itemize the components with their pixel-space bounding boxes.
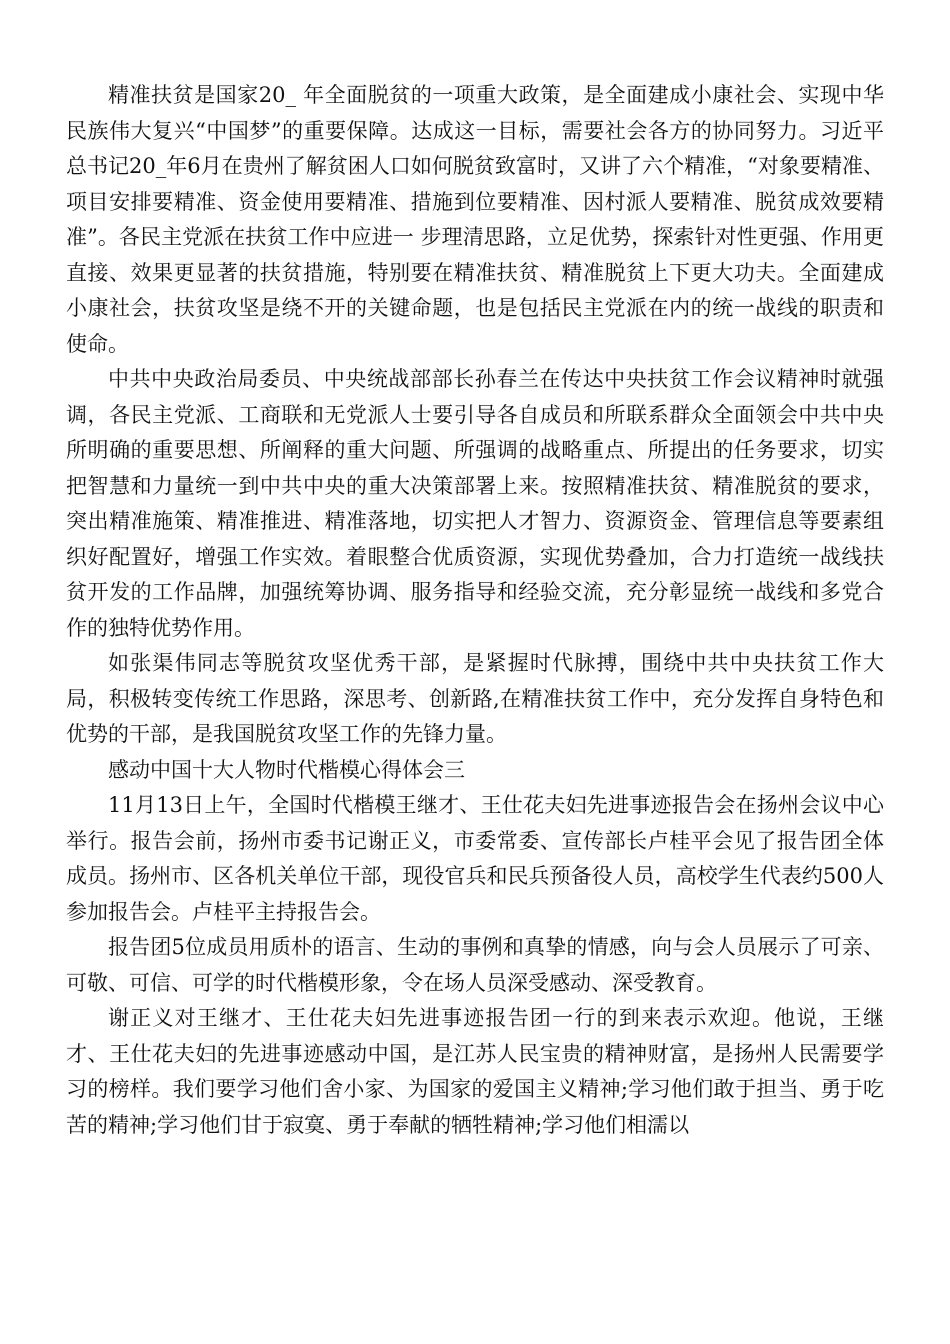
paragraph-poverty-alleviation: 精准扶贫是国家20_ 年全面脱贫的一项重大政策，是全面建成小康社会、实现中华民族伟大复兴“中国梦”的重要保障。达成这一目标，需要社会各方的协同努力。习近平总书记20_年6月在贵州了解贫困人口如何脱贫致富时，又讲了六个精准，“对象要精准、项目安排要精准、资金使用要精准、措施到位要精准、因村派人要精准、脱贫成效要精准”。各民主党派在扶贫工作中应进一 步理清思路，立足优势，探索针对性更强、作用更直接、效果更显著的扶贫措施，特别要在精准扶贫、精准脱贫上下更大功夫。全面建成小康社会，扶贫攻坚是绕不开的关键命题，也是包括民主党派在内的统一战线的职责和使命。 <box>66 83 884 356</box>
paragraph-report-group: 报告团5位成员用质朴的语言、生动的事例和真挚的情感，向与会人员展示了可亲、可敬、可信、可学的时代楷模形象，令在场人员深受感动、深受教育。 <box>66 935 884 995</box>
paragraph-welcome: 谢正义对王继才、王仕花夫妇先进事迹报告团一行的到来表示欢迎。他说，王继才、王仕花夫妇的先进事迹感动中国，是江苏人民宝贵的精神财富，是扬州人民需要学习的榜样。我们要学习他们舍小家、为国家的爱国主义精神;学习他们敢于担当、勇于吃苦的精神;学习他们甘于寂寞、勇于奉献的牺牲精神;学习他们相濡以 <box>66 1006 884 1137</box>
paragraph-cadre: 如张渠伟同志等脱贫攻坚优秀干部，是紧握时代脉搏，围绕中共中央扶贫工作大局，积极转变传统工作思路，深思考、创新路,在精准扶贫工作中，充分发挥自身特色和优势的干部，是我国脱贫攻坚工作的先锋力量。 <box>66 651 884 746</box>
paragraph-report-meeting: 11月13日上午，全国时代楷模王继才、王仕花夫妇先进事迹报告会在扬州会议中心举行。报告会前，扬州市委书记谢正义，市委常委、宣传部长卢桂平会见了报告团全体成员。扬州市、区各机关单位干部，现役官兵和民兵预备役人员，高校学生代表约500人参加报告会。卢桂平主持报告会。 <box>66 793 884 924</box>
document-body <box>66 78 884 1143</box>
paragraph-united-front: 中共中央政治局委员、中央统战部部长孙春兰在传达中央扶贫工作会议精神时就强调，各民主党派、工商联和无党派人士要引导各自成员和所联系群众全面领会中共中央所明确的重要思想、所阐释的重大问题、所强调的战略重点、所提出的任务要求，切实把智慧和力量统一到中共中央的重大决策部署上来。按照精准扶贫、精准脱贫的要求，突出精准施策、精准推进、精准落地，切实把人才智力、资源资金、管理信息等要素组织好配置好，增强工作实效。着眼整合优质资源，实现优势叠加，合力打造统一战线扶贫开发的工作品牌，加强统筹协调、服务指导和经验交流，充分彰显统一战线和多党合作的独特优势作用。 <box>66 367 884 640</box>
section-heading: 感动中国十大人物时代楷模心得体会三 <box>108 757 465 782</box>
